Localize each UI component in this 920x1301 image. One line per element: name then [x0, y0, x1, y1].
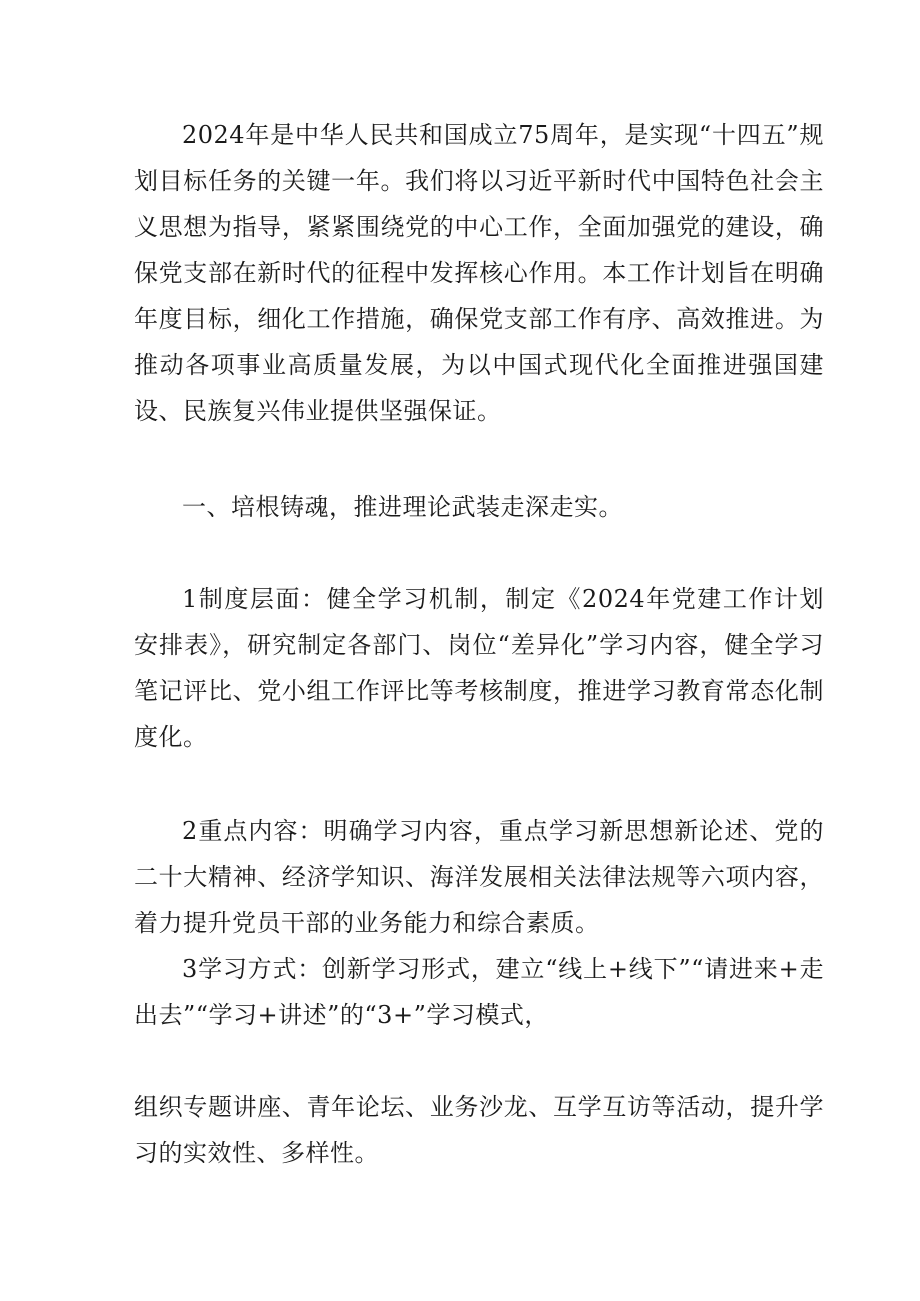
item-3-paragraph: 3学习方式：创新学习形式，建立“线上+线下”“请进来+走出去”“学习+讲述”的“3+”学习模式， — [134, 955, 824, 1029]
section-heading-1: 一、培根铸魂，推进理论武装走深走实。 — [182, 493, 623, 521]
item-2-paragraph: 2重点内容：明确学习内容，重点学习新思想新论述、党的二十大精神、经济学知识、海洋发展相关法律法规等六项内容，着力提升党员干部的业务能力和综合素质。 — [134, 817, 824, 937]
item-1-paragraph: 1制度层面：健全学习机制，制定《2024年党建工作计划安排表》，研究制定各部门、岗位“差异化”学习内容，健全学习笔记评比、党小组工作评比等考核制度，推进学习教育常态化制度化。 — [134, 585, 824, 751]
item-3-continuation: 组织专题讲座、青年论坛、业务沙龙、互学互访等活动，提升学习的实效性、多样性。 — [134, 1093, 824, 1167]
intro-paragraph: 2024年是中华人民共和国成立75周年，是实现“十四五”规划目标任务的关键一年。我们将以习近平新时代中国特色社会主义思想为指导，紧紧围绕党的中心工作，全面加强党的建设，确保党支部在新时代的征程中发挥核心作用。本工作计划旨在明确年度目标，细化工作措施，确保党支部工作有序、高效推进。为推动各项事业高质量发展，为以中国式现代化全面推进强国建设、民族复兴伟业提供坚强保证。 — [134, 121, 824, 425]
